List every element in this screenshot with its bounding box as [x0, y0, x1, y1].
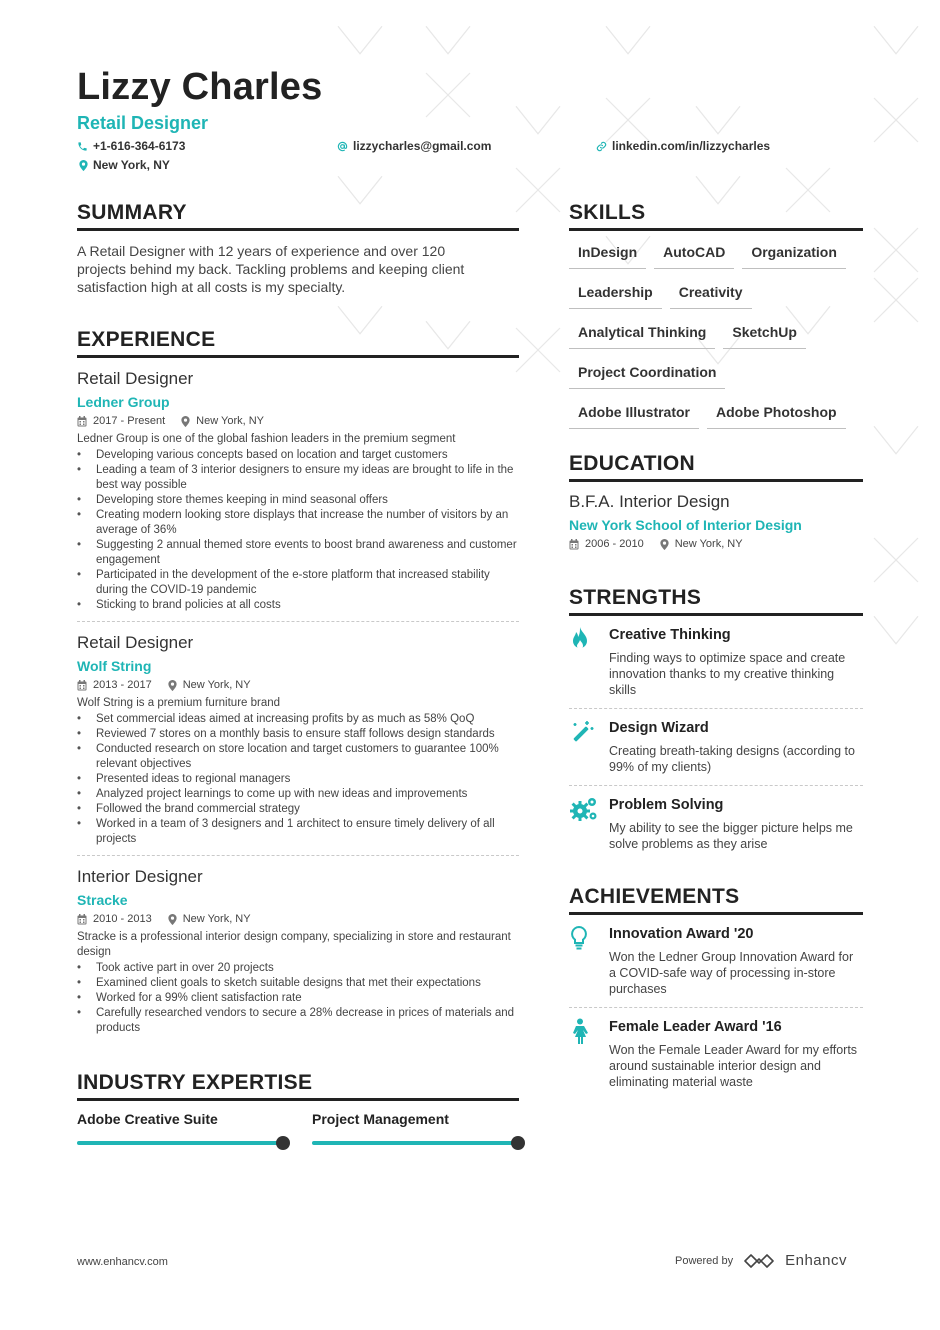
- job-bullet: • Leading a team of 3 interior designers to ensure my ideas are brought to life in the best way possible: [77, 463, 519, 493]
- feature-body: [609, 796, 863, 852]
- feature-text: Finding ways to optimize space and create innovation thanks to my creative thinking skills: [609, 651, 846, 697]
- job-bullet: • Reviewed 7 stores on a monthly basis to ensure staff follows design standards: [77, 727, 519, 742]
- feature-icon-wrap: [569, 1018, 609, 1090]
- feature-icon-wrap: [569, 719, 609, 775]
- job-bullets: [77, 448, 519, 613]
- job-dates: [77, 912, 152, 926]
- job-location-text: New York, NY: [182, 913, 251, 925]
- job-description: Stracke is a professional interior design company, specializing in store and restaurant design: [77, 931, 511, 958]
- skill-tag: Adobe Illustrator: [569, 399, 699, 429]
- contact-phone[interactable]: [77, 139, 185, 153]
- job-bullet: • Worked in a team of 3 designers and 1 architect to ensure timely delivery of all projects: [77, 817, 519, 847]
- job-bullet: • Suggesting 2 annual themed store events to boost brand awareness and customer engagement: [77, 538, 519, 568]
- job-dates-text: 2013 - 2017: [93, 679, 152, 691]
- feature-text: Creating breath-taking designs (according to 99% of my clients): [609, 744, 855, 774]
- candidate-role: Retail Designer: [77, 113, 209, 133]
- job-description: Ledner Group is one of the global fashion leaders in the premium segment: [77, 433, 456, 445]
- company-name: Wolf String: [77, 658, 152, 674]
- strengths-title: STRENGTHS: [569, 585, 863, 616]
- calendar-icon: [77, 416, 87, 427]
- lightbulb-icon: [569, 925, 589, 997]
- link-icon: [596, 141, 607, 152]
- location-pin-icon: [79, 160, 88, 171]
- location-pin-icon: [181, 416, 190, 427]
- feature-title: Design Wizard: [609, 720, 709, 736]
- education-location-text: New York, NY: [674, 538, 743, 550]
- job-meta: [77, 414, 519, 428]
- education-meta: [569, 537, 863, 551]
- job-location-text: New York, NY: [182, 679, 251, 691]
- job-location: [168, 912, 251, 926]
- location-pin-icon: [168, 914, 177, 925]
- at-icon: [337, 141, 348, 152]
- location-pin-icon: [168, 680, 177, 691]
- summary-section: [77, 200, 519, 296]
- education-school: New York School of Interior Design: [569, 517, 802, 533]
- female-icon: [569, 1018, 591, 1090]
- expertise-item: [77, 1110, 284, 1145]
- skills-list: [569, 239, 863, 429]
- right-column: [569, 200, 863, 1100]
- job-bullet: • Examined client goals to sketch suitable designs that met their expectations: [77, 976, 519, 991]
- skills-section: [569, 200, 863, 429]
- location-text: New York, NY: [93, 158, 170, 172]
- education-degree: B.F.A. Interior Design: [569, 492, 730, 511]
- skill-tag: Creativity: [670, 279, 752, 309]
- enhancv-logo-icon: [743, 1253, 775, 1269]
- feature-title: Problem Solving: [609, 797, 724, 813]
- job-bullet: • Participated in the development of the e-store platform that increased stability during the COVID-19 pandemic: [77, 568, 519, 598]
- job-bullet: • Creating modern looking store displays that increase the number of visitors by an average of 36%: [77, 508, 519, 538]
- feature-body: [609, 626, 863, 698]
- contact-email[interactable]: [337, 139, 491, 153]
- summary-text: A Retail Designer with 12 years of experience and over 120 projects behind my back. Tackling problems and keeping client satisfaction high at all costs is my specialty.: [77, 243, 465, 295]
- skill-tag: Analytical Thinking: [569, 319, 715, 349]
- skill-tag: Organization: [742, 239, 846, 269]
- strength-item: [569, 616, 863, 709]
- job-dates: [77, 678, 152, 692]
- expertise-list: [77, 1110, 519, 1145]
- feature-body: [609, 1018, 863, 1090]
- feature-text: Won the Ledner Group Innovation Award for a COVID-safe way of processing in-store purchases: [609, 950, 854, 996]
- skill-tag: Adobe Photoshop: [707, 399, 846, 429]
- expertise-item: [312, 1110, 519, 1145]
- feature-body: [609, 719, 863, 775]
- job-meta: [77, 912, 519, 926]
- company-name: Stracke: [77, 892, 128, 908]
- skill-tag: Project Coordination: [569, 359, 725, 389]
- candidate-name: Lizzy Charles: [77, 66, 323, 108]
- phone-icon: [77, 141, 88, 152]
- expertise-section: [77, 1070, 519, 1145]
- calendar-icon: [77, 680, 87, 691]
- feature-text: Won the Female Leader Award for my efforts around sustainable interior design and eliminating material waste: [609, 1043, 858, 1089]
- strengths-list: [569, 616, 863, 862]
- education-title: EDUCATION: [569, 451, 863, 482]
- job-bullet: • Developing store themes keeping in mind seasonal offers: [77, 493, 519, 508]
- expertise-title: INDUSTRY EXPERTISE: [77, 1070, 519, 1101]
- job-bullets: [77, 712, 519, 847]
- strength-item: [569, 786, 863, 862]
- achievements-section: [569, 884, 863, 1100]
- job-location: [181, 414, 264, 428]
- job-bullet: • Carefully researched vendors to secure a 28% decrease in prices of materials and products: [77, 1006, 519, 1036]
- expertise-bar-knob: [511, 1136, 525, 1150]
- company-name: Ledner Group: [77, 394, 170, 410]
- job-bullets: [77, 961, 519, 1036]
- job-dates: [77, 414, 165, 428]
- strength-item: [569, 709, 863, 786]
- job-bullet: • Set commercial ideas aimed at increasing profits by as much as 58% QoQ: [77, 712, 519, 727]
- contact-linkedin[interactable]: [596, 139, 770, 153]
- summary-title: SUMMARY: [77, 200, 519, 231]
- magic-wand-icon: [569, 719, 595, 775]
- brand-name: Enhancv: [785, 1252, 847, 1269]
- job-dates-text: 2017 - Present: [93, 415, 166, 427]
- expertise-bar: [77, 1141, 284, 1145]
- gears-icon: [569, 796, 599, 852]
- education-dates-text: 2006 - 2010: [585, 538, 644, 550]
- job-location-text: New York, NY: [196, 415, 265, 427]
- feature-title: Female Leader Award '16: [609, 1019, 782, 1035]
- flame-icon: [569, 626, 591, 698]
- feature-body: [609, 925, 863, 997]
- job-bullet: • Analyzed project learnings to come up with new ideas and improvements: [77, 787, 519, 802]
- expertise-bar-knob: [276, 1136, 290, 1150]
- job-bullet: • Conducted research on store location and target customers to guarantee 100% relevant objectives: [77, 742, 519, 772]
- experience-item: [77, 632, 519, 856]
- feature-title: Innovation Award '20: [609, 926, 754, 942]
- experience-item: [77, 866, 519, 1044]
- feature-icon-wrap: [569, 626, 609, 698]
- footer-branding: [675, 1252, 847, 1269]
- experience-section: [77, 327, 519, 1044]
- email-text: lizzycharles@gmail.com: [353, 139, 492, 153]
- calendar-icon: [77, 914, 87, 925]
- feature-icon-wrap: [569, 925, 609, 997]
- feature-text: My ability to see the bigger picture helps me solve problems as they arise: [609, 821, 853, 851]
- job-bullet: • Developing various concepts based on location and target customers: [77, 448, 519, 463]
- skill-tag: AutoCAD: [654, 239, 734, 269]
- calendar-icon: [569, 539, 579, 550]
- expertise-bar: [312, 1141, 519, 1145]
- contact-location: [79, 158, 170, 172]
- job-location: [168, 678, 251, 692]
- job-description: Wolf String is a premium furniture brand: [77, 697, 281, 709]
- job-dates-text: 2010 - 2013: [93, 913, 152, 925]
- skill-tag: InDesign: [569, 239, 646, 269]
- job-bullet: • Sticking to brand policies at all costs: [77, 598, 519, 613]
- job-title: Retail Designer: [77, 369, 194, 388]
- strengths-section: [569, 585, 863, 862]
- job-title: Retail Designer: [77, 633, 194, 652]
- feature-title: Creative Thinking: [609, 627, 731, 643]
- experience-title: EXPERIENCE: [77, 327, 519, 358]
- achievements-title: ACHIEVEMENTS: [569, 884, 863, 915]
- expertise-label: Adobe Creative Suite: [77, 1111, 218, 1127]
- achievement-item: [569, 1008, 863, 1100]
- location-pin-icon: [660, 539, 669, 550]
- achievement-item: [569, 915, 863, 1008]
- education-section: [569, 451, 863, 551]
- skills-title: SKILLS: [569, 200, 863, 231]
- feature-icon-wrap: [569, 796, 609, 852]
- powered-by-text: Powered by: [675, 1254, 734, 1267]
- skill-tag: SketchUp: [723, 319, 806, 349]
- job-bullet: • Took active part in over 20 projects: [77, 961, 519, 976]
- skill-tag: Leadership: [569, 279, 662, 309]
- job-meta: [77, 678, 519, 692]
- job-title: Interior Designer: [77, 867, 203, 886]
- experience-list: [77, 368, 519, 1044]
- achievements-list: [569, 915, 863, 1100]
- job-bullet: • Worked for a 99% client satisfaction rate: [77, 991, 519, 1006]
- education-dates: [569, 537, 644, 551]
- experience-item: [77, 368, 519, 622]
- education-location: [660, 537, 743, 551]
- job-bullet: • Presented ideas to regional managers: [77, 772, 519, 787]
- linkedin-text: linkedin.com/in/lizzycharles: [612, 139, 771, 153]
- left-column: [77, 200, 519, 1145]
- expertise-label: Project Management: [312, 1111, 449, 1127]
- job-bullet: • Followed the brand commercial strategy: [77, 802, 519, 817]
- footer-website[interactable]: www.enhancv.com: [77, 1256, 168, 1268]
- phone-text: +1-616-364-6173: [93, 139, 186, 153]
